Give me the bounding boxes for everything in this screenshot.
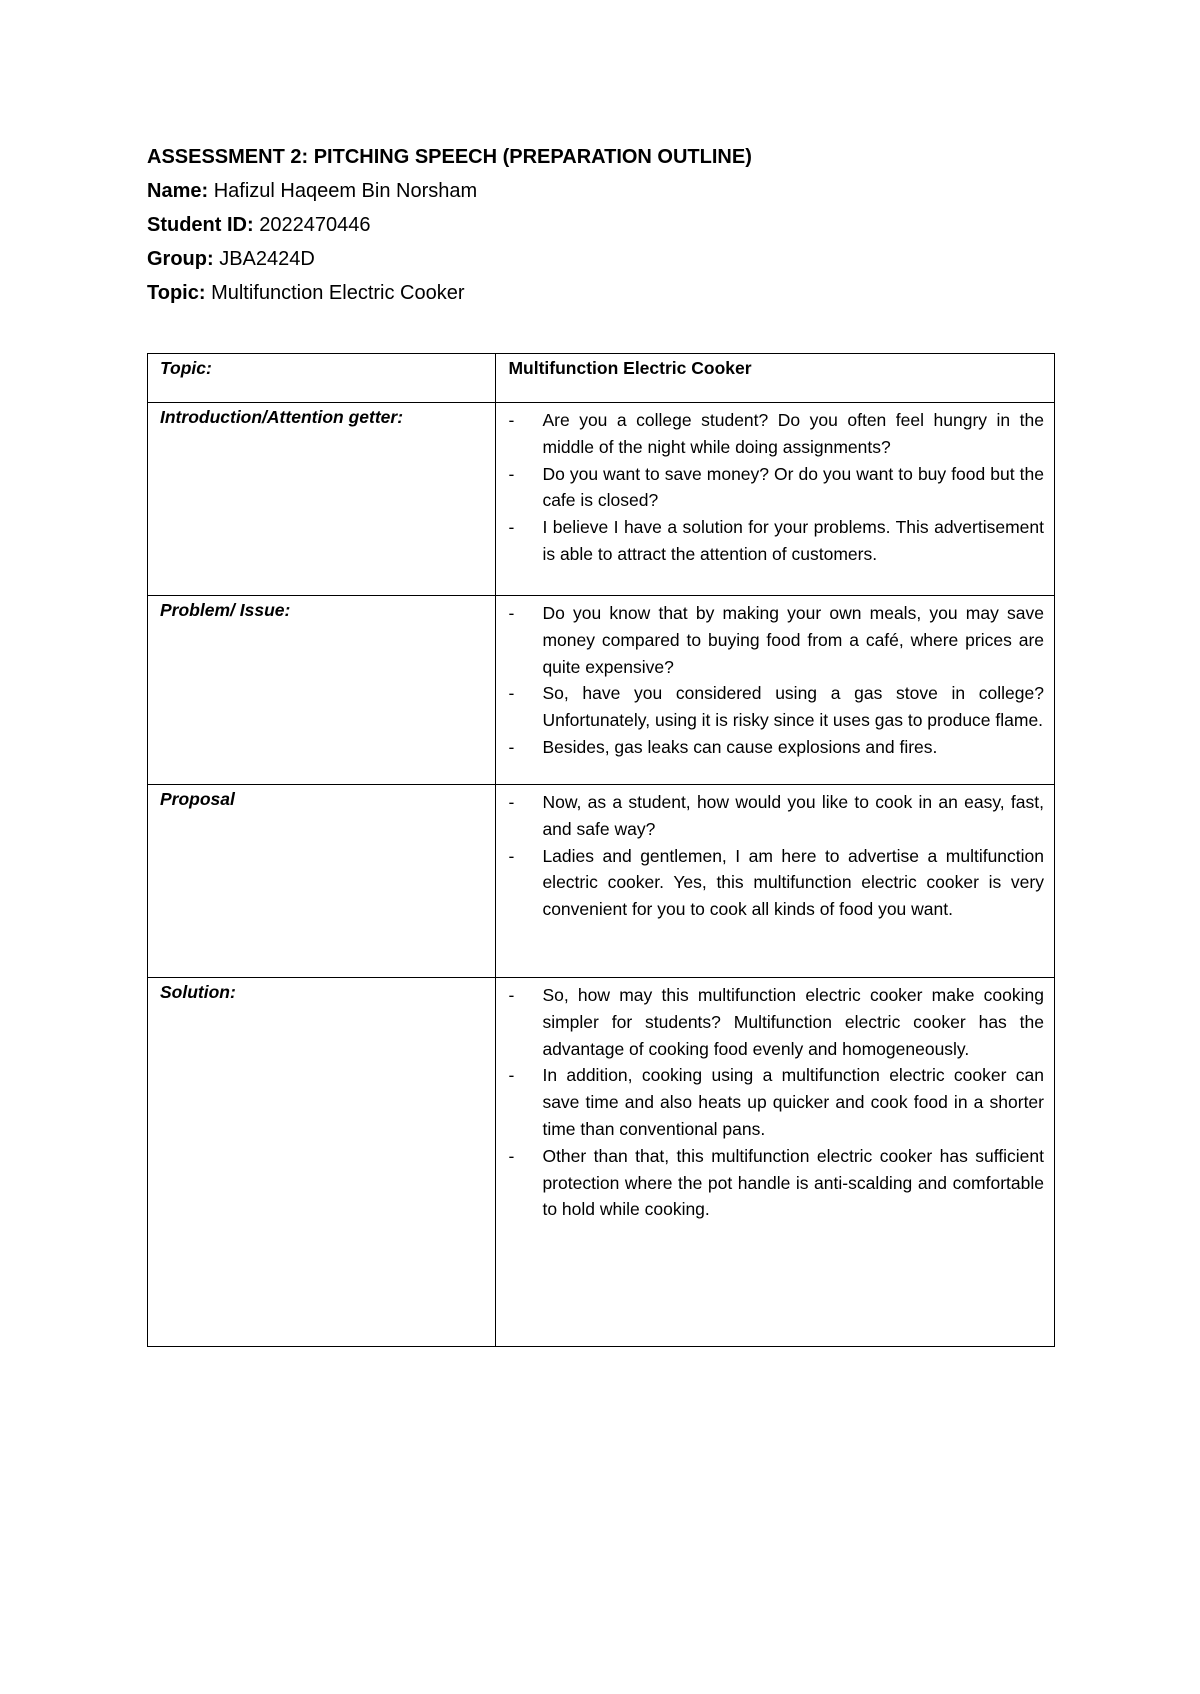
bullet-dash: -	[508, 603, 515, 623]
group-label: Group:	[147, 248, 214, 270]
table-row-problem	[148, 596, 1055, 785]
list-item	[508, 407, 1044, 461]
row-content-problem	[496, 596, 1055, 785]
row-label-proposal: Proposal	[148, 785, 496, 978]
table-row-solution	[148, 978, 1055, 1347]
bullet-dash: -	[508, 683, 515, 704]
list-item	[508, 843, 1044, 923]
document-title: ASSESSMENT 2: PITCHING SPEECH (PREPARATION OUTLINE)	[147, 146, 752, 168]
topic-label: Topic:	[147, 282, 206, 304]
bullet-dash: -	[508, 463, 515, 484]
point-text: In addition, cooking using a multifunction electric cooker can save time and also heats up quicker and cook food in a shorter time than conventional pans.	[542, 1065, 1044, 1139]
row-content-introduction	[496, 403, 1055, 596]
group-value: JBA2424D	[219, 248, 315, 270]
point-text: So, have you considered using a gas stove in college? Unfortunately, using it is risky since it uses gas to produce flame.	[542, 683, 1044, 731]
bullet-dash: -	[508, 792, 515, 812]
row-value-topic: Multifunction Electric Cooker	[496, 354, 1055, 403]
table-row-introduction	[148, 403, 1055, 596]
name-line	[147, 174, 1047, 208]
list-item	[508, 789, 1044, 843]
bullet-dash: -	[508, 1145, 515, 1166]
solution-points	[508, 982, 1044, 1223]
row-label-topic: Topic:	[148, 354, 496, 403]
list-item	[508, 1062, 1044, 1142]
table-row-topic	[148, 354, 1055, 403]
list-item	[508, 680, 1044, 734]
bullet-dash: -	[508, 985, 515, 1005]
outline-table	[147, 353, 1055, 1347]
student-id-line	[147, 208, 1047, 242]
point-text: So, how may this multifunction electric cooker make cooking simpler for students? Multifunction electric cooker has the advantage of cooking food evenly and homogeneously.	[542, 985, 1044, 1059]
student-id-label: Student ID:	[147, 214, 254, 236]
introduction-points	[508, 407, 1044, 568]
bullet-dash: -	[508, 736, 515, 757]
row-label-problem: Problem/ Issue:	[148, 596, 496, 785]
point-text: Are you a college student? Do you often feel hungry in the middle of the night while doing assignments?	[542, 410, 1044, 457]
list-item	[508, 600, 1044, 680]
document-header	[147, 140, 1047, 310]
name-value: Hafizul Haqeem Bin Norsham	[213, 180, 478, 202]
point-text: Ladies and gentlemen, I am here to advertise a multifunction electric cooker. Yes, this multifunction electric cooker is very convenient for you to cook all kinds of food you want.	[542, 845, 1044, 920]
point-text: I believe I have a solution for your problems. This advertisement is able to attract the attention of customers.	[542, 517, 1044, 564]
bullet-dash: -	[508, 1065, 515, 1086]
bullet-dash: -	[508, 845, 515, 866]
list-item	[508, 514, 1044, 568]
proposal-points	[508, 789, 1044, 923]
list-item	[508, 734, 1044, 761]
point-text: Do you know that by making your own meals, you may save money compared to buying food from a café, where prices are quite expensive?	[542, 603, 1044, 677]
list-item	[508, 461, 1044, 515]
list-item	[508, 1143, 1044, 1223]
point-text: Besides, gas leaks can cause explosions and fires.	[542, 736, 938, 757]
topic-line	[147, 276, 1047, 310]
point-text: Do you want to save money? Or do you want to buy food but the cafe is closed?	[542, 463, 1044, 511]
point-text: Now, as a student, how would you like to cook in an easy, fast, and safe way?	[542, 792, 1044, 839]
name-label: Name:	[147, 180, 209, 202]
group-line	[147, 242, 1047, 276]
list-item	[508, 982, 1044, 1062]
bullet-dash: -	[508, 517, 515, 538]
table-row-proposal	[148, 785, 1055, 978]
row-content-solution	[496, 978, 1055, 1347]
row-label-introduction: Introduction/Attention getter:	[148, 403, 496, 596]
student-id-value: 2022470446	[259, 214, 371, 236]
problem-points	[508, 600, 1044, 761]
point-text: Other than that, this multifunction electric cooker has sufficient protection where the pot handle is anti-scalding and comfortable to hold while cooking.	[542, 1145, 1044, 1220]
topic-value: Multifunction Electric Cooker	[211, 282, 465, 304]
row-label-solution: Solution:	[148, 978, 496, 1347]
bullet-dash: -	[508, 410, 515, 430]
row-content-proposal	[496, 785, 1055, 978]
